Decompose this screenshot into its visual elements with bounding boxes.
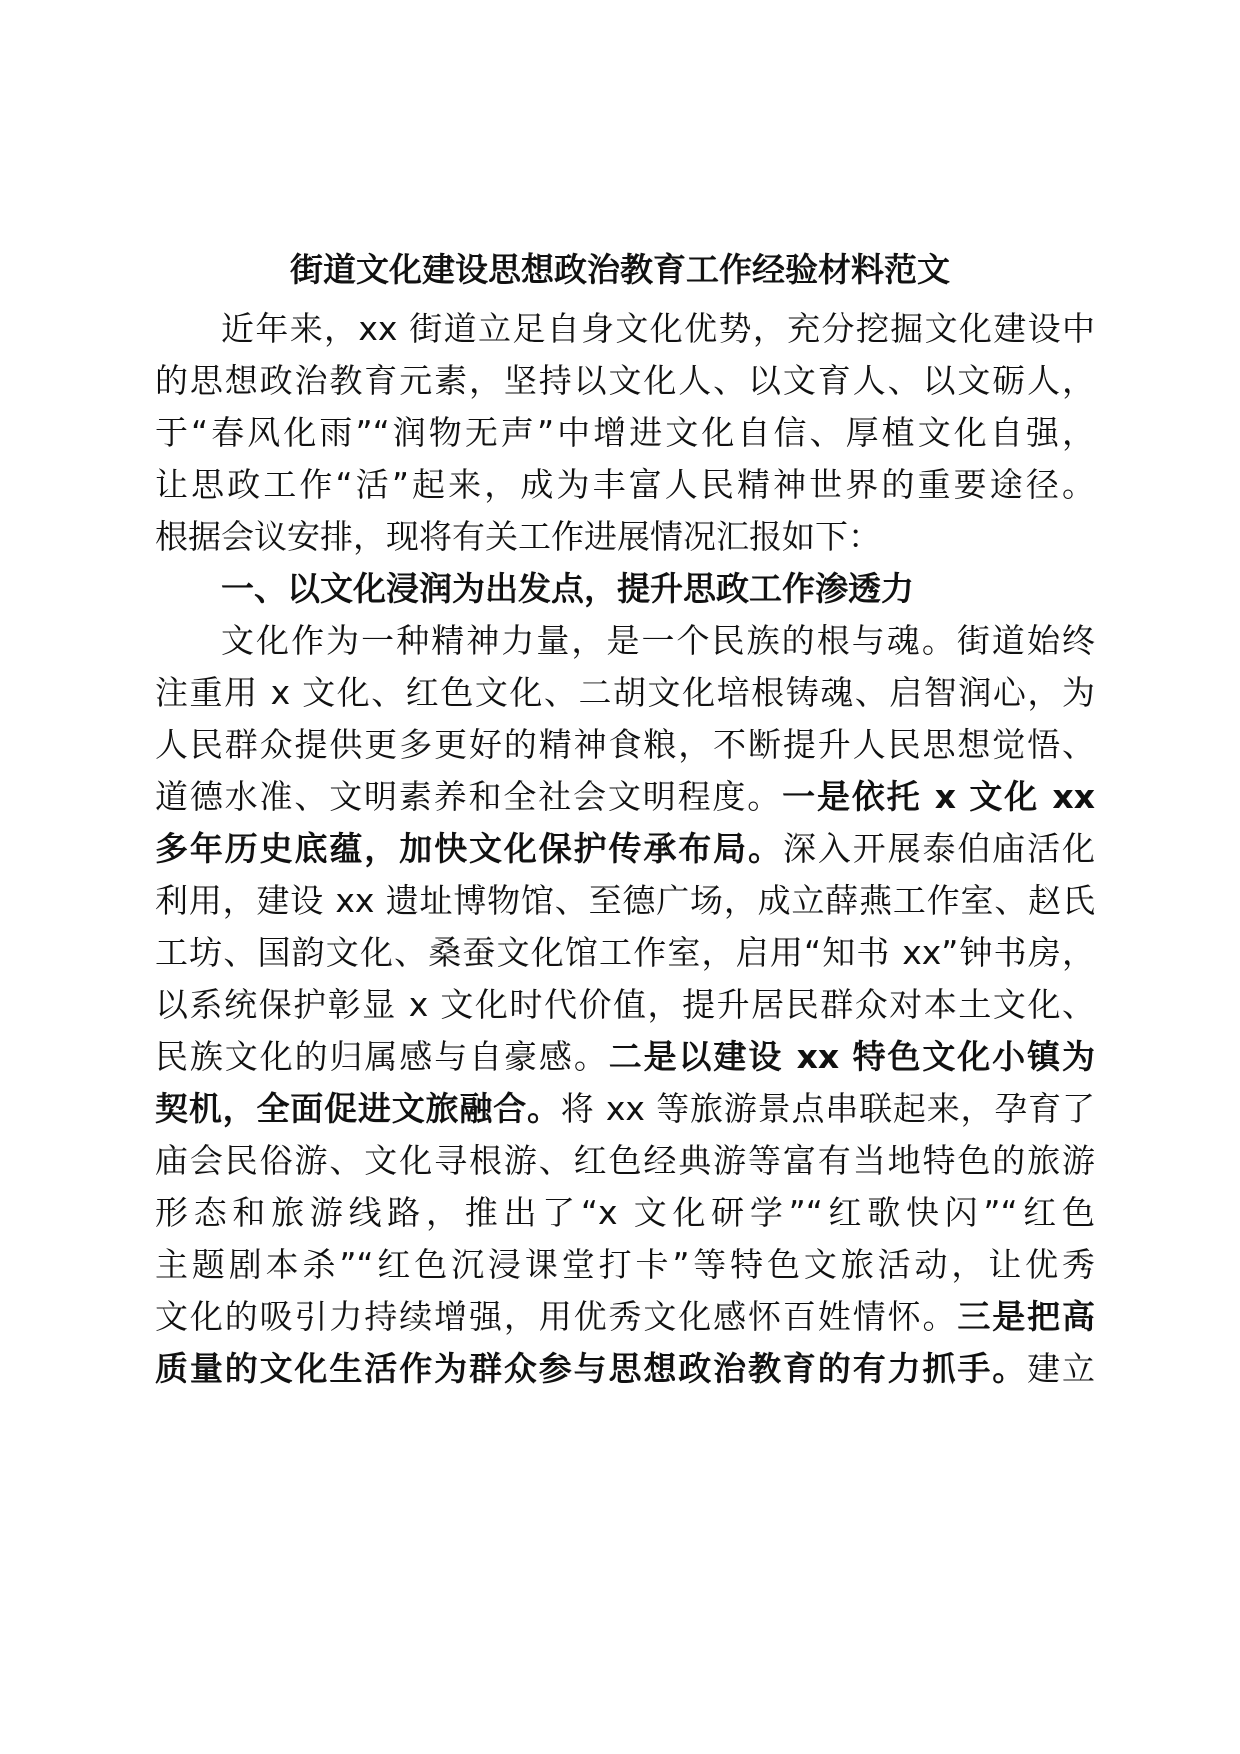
- paragraph-2-line-13: 主题剧本杀”“红色沉浸课堂打卡”等特色文旅活动，让优秀: [155, 1245, 1095, 1284]
- paragraph-2-line-3: 人民群众提供更多更好的精神食粮，不断提升人民思想觉悟、: [155, 725, 1095, 764]
- section-heading-1: 一、以文化浸润为出发点，提升思政工作渗透力: [221, 569, 914, 608]
- paragraph-1-line-3: 于“春风化雨”“润物无声”中增进文化自信、厚植文化自强，: [155, 413, 1095, 452]
- paragraph-2-line-8: 以系统保护彰显 x 文化时代价值，提升居民群众对本土文化、: [155, 985, 1095, 1024]
- bold-lead-phrase: 三是把高: [957, 1297, 1096, 1336]
- document-title: 街道文化建设思想政治教育工作经验材料范文: [290, 250, 950, 289]
- bold-lead-phrase: 质量的文化生活作为群众参与思想政治教育的有力抓手。: [155, 1349, 1028, 1388]
- paragraph-1-line-2: 的思想政治教育元素，坚持以文化人、以文育人、以文砺人，: [155, 361, 1095, 400]
- paragraph-2-line-7: 工坊、国韵文化、桑蚕文化馆工作室，启用“知书 xx”钟书房，: [155, 933, 1095, 972]
- bold-lead-phrase: 多年历史底蕴，加快文化保护传承布局。: [155, 829, 783, 868]
- paragraph-2-line-15: 质量的文化生活作为群众参与思想政治教育的有力抓手。建立: [155, 1349, 1096, 1388]
- paragraph-2-line-14: 文化的吸引力持续增强，用优秀文化感怀百姓情怀。三是把高: [155, 1297, 1096, 1336]
- paragraph-2-line-11: 庙会民俗游、文化寻根游、红色经典游等富有当地特色的旅游: [155, 1141, 1095, 1180]
- paragraph-2-line-1: 文化作为一种精神力量，是一个民族的根与魂。街道始终: [221, 621, 1095, 660]
- bold-lead-phrase: 一是依托 x 文化 xx: [782, 777, 1096, 816]
- bold-lead-phrase: 契机，全面促进文旅融合。: [155, 1089, 561, 1128]
- paragraph-1-line-4: 让思政工作“活”起来，成为丰富人民精神世界的重要途径。: [155, 465, 1095, 504]
- paragraph-2-line-10: 契机，全面促进文旅融合。将 xx 等旅游景点串联起来，孕育了: [155, 1089, 1096, 1128]
- paragraph-2-line-12: 形态和旅游线路，推出了“x 文化研学”“红歌快闪”“红色: [155, 1193, 1095, 1232]
- bold-lead-phrase: 二是以建设 xx 特色文化小镇为: [608, 1037, 1095, 1076]
- paragraph-2-line-9: 民族文化的归属感与自豪感。二是以建设 xx 特色文化小镇为: [155, 1037, 1095, 1076]
- paragraph-2-line-5: 多年历史底蕴，加快文化保护传承布局。深入开展泰伯庙活化: [155, 829, 1096, 868]
- paragraph-2-line-2: 注重用 x 文化、红色文化、二胡文化培根铸魂、启智润心，为: [155, 673, 1095, 712]
- paragraph-2-line-4: 道德水准、文明素养和全社会文明程度。一是依托 x 文化 xx: [155, 777, 1096, 816]
- paragraph-1-line-1: 近年来，xx 街道立足自身文化优势，充分挖掘文化建设中: [221, 309, 1095, 348]
- paragraph-2-line-6: 利用，建设 xx 遗址博物馆、至德广场，成立薛燕工作室、赵氏: [155, 881, 1095, 920]
- paragraph-1-line-5: 根据会议安排，现将有关工作进展情况汇报如下：: [155, 517, 881, 556]
